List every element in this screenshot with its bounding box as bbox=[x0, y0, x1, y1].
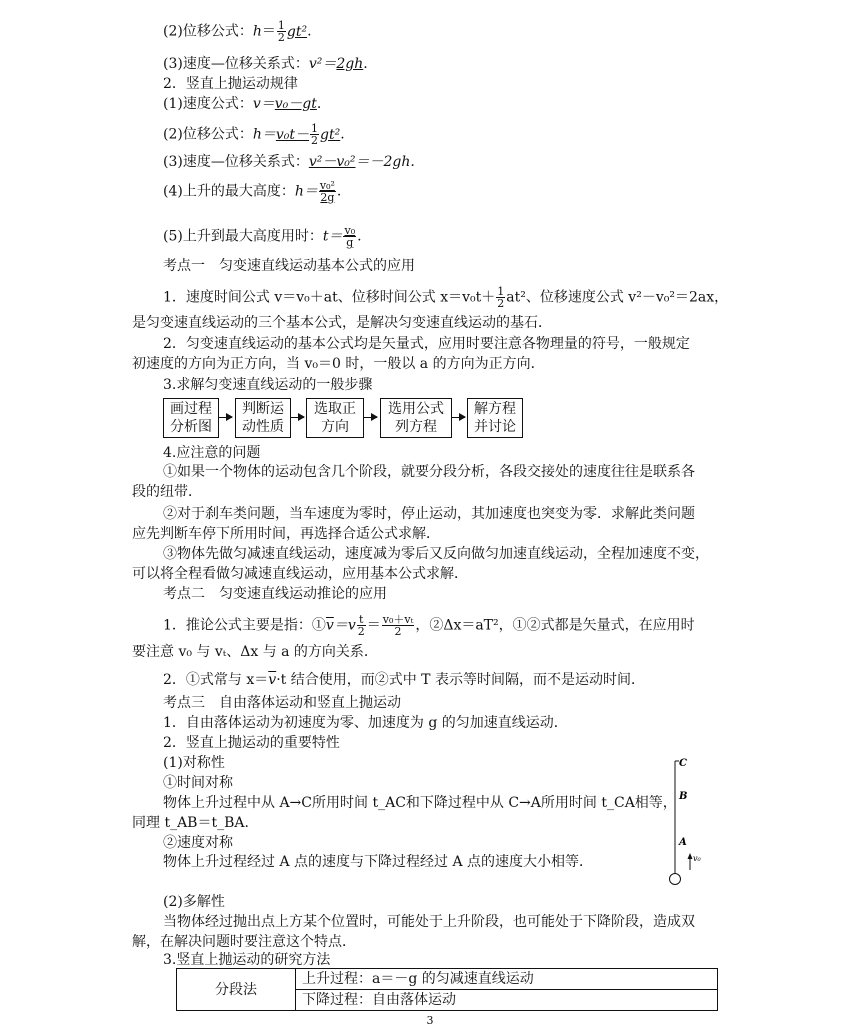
method-label-cell: 分段法 bbox=[177, 969, 296, 1011]
flow-step-4: 选用公式 列方程 bbox=[380, 398, 452, 438]
paragraph-5-line-2: 段的纽带． bbox=[132, 484, 202, 500]
fraction-one-half: $\frac{1}{2}$ bbox=[497, 285, 505, 310]
fraction-one-half: $\frac{1}{2}$ bbox=[311, 122, 319, 147]
paragraph-1-line-1: 1．速度时间公式 v＝v₀＋at、位移时间公式 x＝v₀t＋ $\frac{1}{2}$ at²、位移速度公式 v²－v₀²＝2ax， bbox=[163, 285, 729, 310]
paragraph-6-line-1: ②对于刹车类问题，当车速度为零时，停止运动，其加速度也突变为零．求解此类问题 bbox=[163, 506, 695, 522]
paragraph-1-line-2: 是匀变速直线运动的三个基本公式，是解决匀变速直线运动的基石． bbox=[132, 315, 552, 331]
vertical-throw-velocity-displacement: (3)速度—位移关系式：v²－v₀²＝－2gh. bbox=[163, 154, 415, 170]
vertical-throw-displacement-formula: (2)位移公式：h＝v₀t－ $\frac{1}{2}$ gt². bbox=[163, 122, 345, 147]
flow-step-2: 判断运 动性质 bbox=[235, 398, 291, 438]
paragraph-7-line-2: 可以将全程看做匀减速直线运动，应用基本公式求解． bbox=[132, 566, 468, 582]
paragraph-8-line-1: 1．推论公式主要是指：$①\overline{v}=v$ $\frac{t}{2}$ ＝ $\frac{\text{v₀＋vₜ}}{2}$ ，②Δx＝aT²，①②式都是矢量式，在应用时 bbox=[163, 613, 695, 638]
heading-topic-3: 考点三 自由落体运动和竖直上抛运动 bbox=[163, 695, 401, 711]
heading-topic-2: 考点二 匀变速直线运动推论的应用 bbox=[163, 586, 387, 602]
flow-arrow-icon bbox=[218, 417, 232, 418]
free-fall-displacement-formula: (2)位移公式：h＝ $\frac{1}{2}$ gt². bbox=[163, 19, 312, 44]
paragraph-4-title: 4.应注意的问题 bbox=[163, 445, 261, 461]
v0-label: v₀ bbox=[693, 854, 701, 863]
fraction-max-height: $\frac{\text{v₀²}}{2g}$ bbox=[319, 179, 335, 204]
paragraph-3-title: 3.求解匀变速直线运动的一般步骤 bbox=[163, 377, 373, 393]
ball-icon bbox=[670, 874, 681, 885]
page-number: 3 bbox=[426, 1014, 434, 1027]
paragraph-10: 1．自由落体运动为初速度为零、加速度为 g 的匀加速直线运动． bbox=[163, 715, 568, 731]
paragraph-16: 物体上升过程经过 A 点的速度与下降过程经过 A 点的速度大小相等． bbox=[163, 854, 594, 870]
paragraph-14-line-1: 物体上升过程中从 A→C所用时间 t_AC和下降过程中从 C→A所用时间 t_CA相等， bbox=[163, 795, 677, 811]
fraction-t-half: $\frac{t}{2}$ bbox=[357, 613, 365, 638]
flow-arrow-icon bbox=[290, 417, 304, 418]
fraction-one-half: $\frac{1}{2}$ bbox=[277, 19, 285, 44]
paragraph-2-line-2: 初速度的方向为正方向，当 v₀＝0 时，一般以 a 的方向为正方向． bbox=[132, 356, 545, 372]
paragraph-9: 2．①式常与 $x=\overline{v}\cdot t$ 结合使用，而②式中 T 表示等时间隔，而不是运动时间． bbox=[163, 672, 645, 688]
point-a-label: A bbox=[679, 837, 687, 848]
paragraph-19: 3.竖直上抛运动的研究方法 bbox=[163, 952, 331, 968]
fraction-average-velocity: $\frac{\text{v₀＋vₜ}}{2}$ bbox=[382, 613, 414, 638]
vertical-throw-velocity-formula: (1)速度公式：v＝v₀－gt. bbox=[163, 96, 322, 112]
section-title-vertical-throw: 2．竖直上抛运动规律 bbox=[163, 76, 298, 92]
flow-step-3: 选取正 方向 bbox=[306, 398, 364, 438]
segment-method-table bbox=[176, 968, 718, 1011]
heading-topic-1: 考点一 匀变速直线运动基本公式的应用 bbox=[163, 258, 415, 274]
paragraph-18-line-1: 当物体经过抛出点上方某个位置时，可能处于上升阶段，也可能处于下降阶段，造成双 bbox=[163, 914, 695, 930]
method-row-falling: 下降过程：自由落体运动 bbox=[296, 990, 718, 1011]
paragraph-6-line-2: 应先判断车停下所用时间，再选择合适公式求解． bbox=[132, 526, 440, 542]
vertical-throw-diagram bbox=[660, 755, 720, 890]
flow-arrow-icon bbox=[451, 417, 465, 418]
free-fall-velocity-displacement: (3)速度—位移关系式：v²＝2gh. bbox=[163, 56, 368, 72]
max-height-time-formula: (5)上升到最大高度用时：t＝ $\frac{\text{v₀}}{g}$ . bbox=[163, 224, 362, 249]
paragraph-11: 2．竖直上抛运动的重要特性 bbox=[163, 735, 340, 751]
flow-step-1: 画过程 分析图 bbox=[163, 398, 219, 438]
paragraph-14-line-2: 同理 t_AB＝t_BA. bbox=[132, 815, 249, 831]
fraction-time: $\frac{\text{v₀}}{g}$ bbox=[344, 224, 356, 249]
point-b-label: B bbox=[679, 791, 688, 802]
flow-arrow-icon bbox=[363, 417, 377, 418]
paragraph-7-line-1: ③物体先做匀减速直线运动，速度减为零后又反向做匀加速直线运动，全程加速度不变， bbox=[163, 546, 709, 562]
max-height-formula: (4)上升的最大高度：h＝ $\frac{\text{v₀²}}{2g}$ . bbox=[163, 179, 342, 204]
velocity-arrowhead-icon bbox=[688, 853, 693, 859]
paragraph-13: ①时间对称 bbox=[163, 775, 233, 791]
paragraph-18-line-2: 解，在解决问题时要注意这个特点． bbox=[132, 934, 356, 950]
flow-step-5: 解方程 并讨论 bbox=[467, 398, 523, 438]
paragraph-2-line-1: 2．匀变速直线运动的基本公式均是矢量式，应用时要注意各物理量的符号，一般规定 bbox=[163, 336, 690, 352]
paragraph-17: (2)多解性 bbox=[163, 894, 225, 910]
paragraph-8-line-2: 要注意 v₀ 与 vₜ、Δx 与 a 的方向关系． bbox=[132, 644, 378, 660]
paragraph-15: ②速度对称 bbox=[163, 835, 233, 851]
paragraph-5-line-1: ①如果一个物体的运动包含几个阶段，就要分段分析，各段交接处的速度往往是联系各 bbox=[163, 464, 695, 480]
paragraph-12: (1)对称性 bbox=[163, 755, 225, 771]
point-c-label: C bbox=[679, 758, 687, 769]
method-row-rising: 上升过程：a＝－g 的匀减速直线运动 bbox=[296, 969, 718, 990]
